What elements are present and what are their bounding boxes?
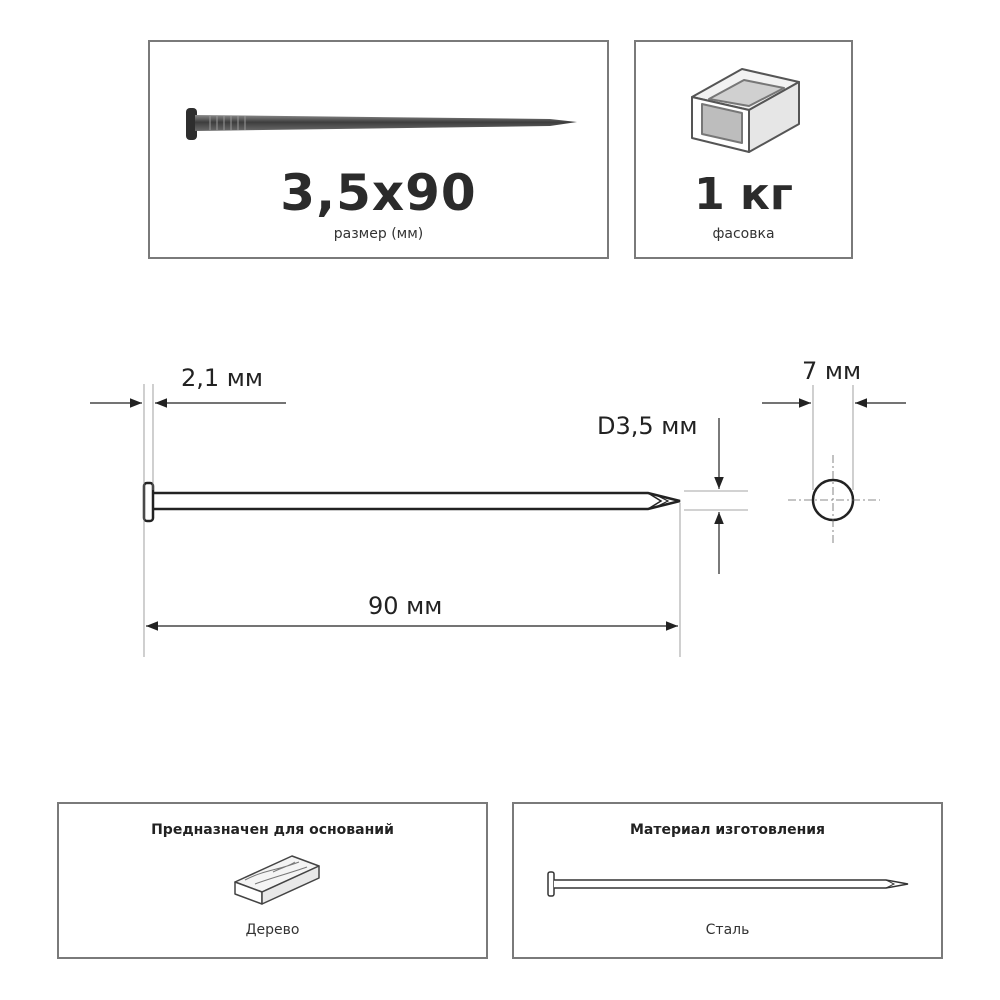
nail-shank bbox=[153, 493, 680, 509]
base-title: Предназначен для оснований bbox=[151, 822, 394, 838]
length-label: 90 мм bbox=[368, 592, 443, 620]
material-card bbox=[512, 802, 943, 959]
head-thickness-label: 2,1 мм bbox=[181, 364, 264, 392]
size-caption: размер (мм) bbox=[333, 226, 424, 242]
material-label: Сталь bbox=[705, 922, 750, 938]
pack-card bbox=[634, 40, 853, 259]
head-diameter-label: 7 мм bbox=[802, 357, 862, 385]
nail-head bbox=[144, 483, 153, 521]
size-card bbox=[148, 40, 609, 259]
diameter-label: D3,5 мм bbox=[597, 412, 698, 440]
material-title: Материал изготовления bbox=[629, 822, 826, 838]
pack-value: 1 кг bbox=[694, 169, 793, 220]
base-card bbox=[57, 802, 488, 959]
size-value: 3,5x90 bbox=[280, 164, 477, 222]
base-label: Дерево bbox=[245, 922, 300, 938]
pack-caption: фасовка bbox=[712, 226, 775, 242]
